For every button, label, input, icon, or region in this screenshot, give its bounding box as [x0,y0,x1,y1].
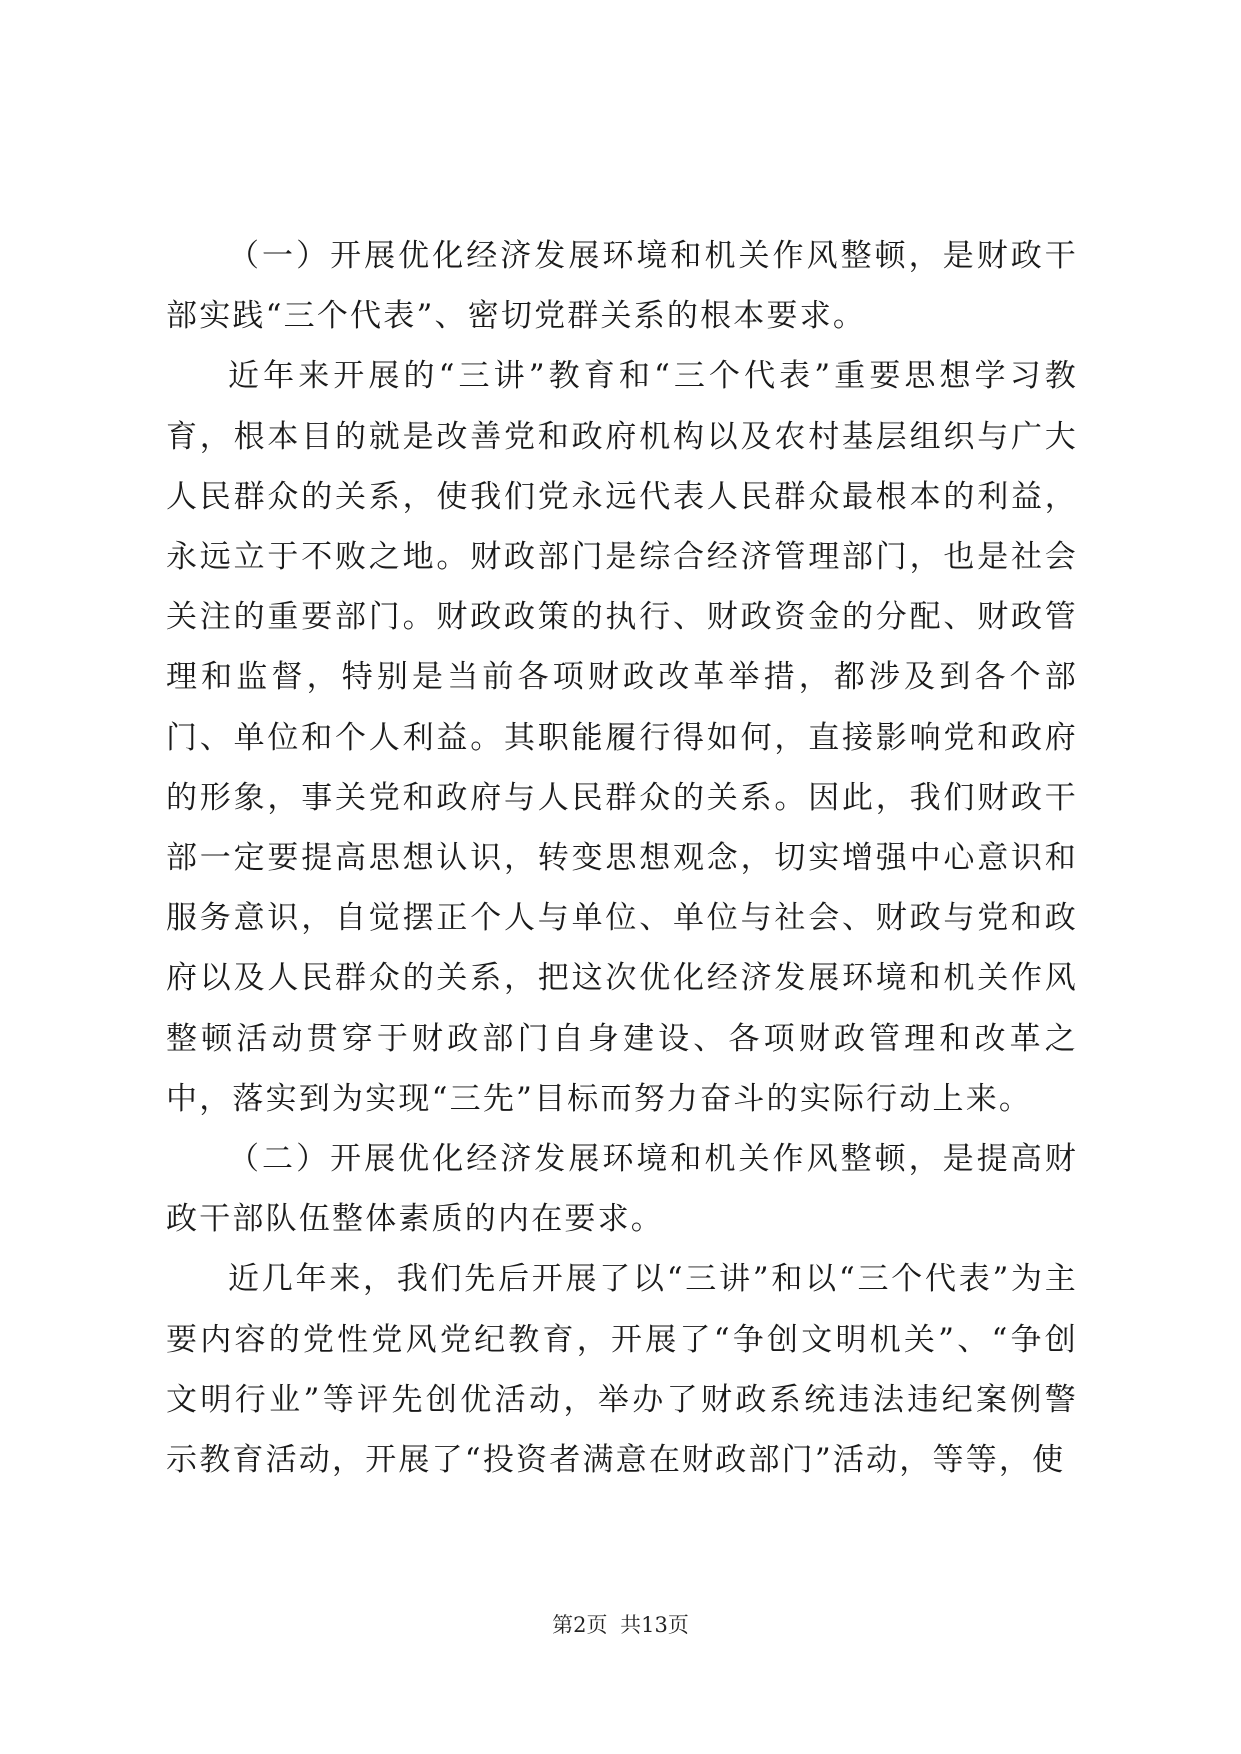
section-heading-2: （二）开展优化经济发展环境和机关作风整顿，是提高财政干部队伍整体素质的内在要求。 [166,1141,1078,1238]
paragraph: 近几年来，我们先后开展了以“三讲”和以“三个代表”为主要内容的党性党风党纪教育，开展了“争创文明机关”、“争创文明行业”等评先创优活动，举办了财政系统违法违纪案例警示教育活动，开展了“投资者满意在财政部门”活动，等等，使 [166,1261,1078,1479]
page-total: 共13页 [620,1613,689,1637]
section-heading-1: （一）开展优化经济发展环境和机关作风整顿，是财政干部实践“三个代表”、密切党群关系的根本要求。 [166,238,1078,335]
page-footer [0,1609,1241,1639]
document-body [166,226,1078,1490]
page-number: 第2页 [552,1613,608,1637]
paragraph: 近年来开展的“三讲”教育和“三个代表”重要思想学习教育，根本目的就是改善党和政府机构以及农村基层组织与广大人民群众的关系，使我们党永远代表人民群众最根本的利益，永远立于不败之地。财政部门是综合经济管理部门，也是社会关注的重要部门。财政政策的执行、财政资金的分配、财政管理和监督，特别是当前各项财政改革举措，都涉及到各个部门、单位和个人利益。其职能履行得如何，直接影响党和政府的形象，事关党和政府与人民群众的关系。因此，我们财政干部一定要提高思想认识，转变思想观念，切实增强中心意识和服务意识，自觉摆正个人与单位、单位与社会、财政与党和政府以及人民群众的关系，把这次优化经济发展环境和机关作风整顿活动贯穿于财政部门自身建设、各项财政管理和改革之中，落实到为实现“三先”目标而努力奋斗的实际行动上来。 [166,358,1078,1117]
